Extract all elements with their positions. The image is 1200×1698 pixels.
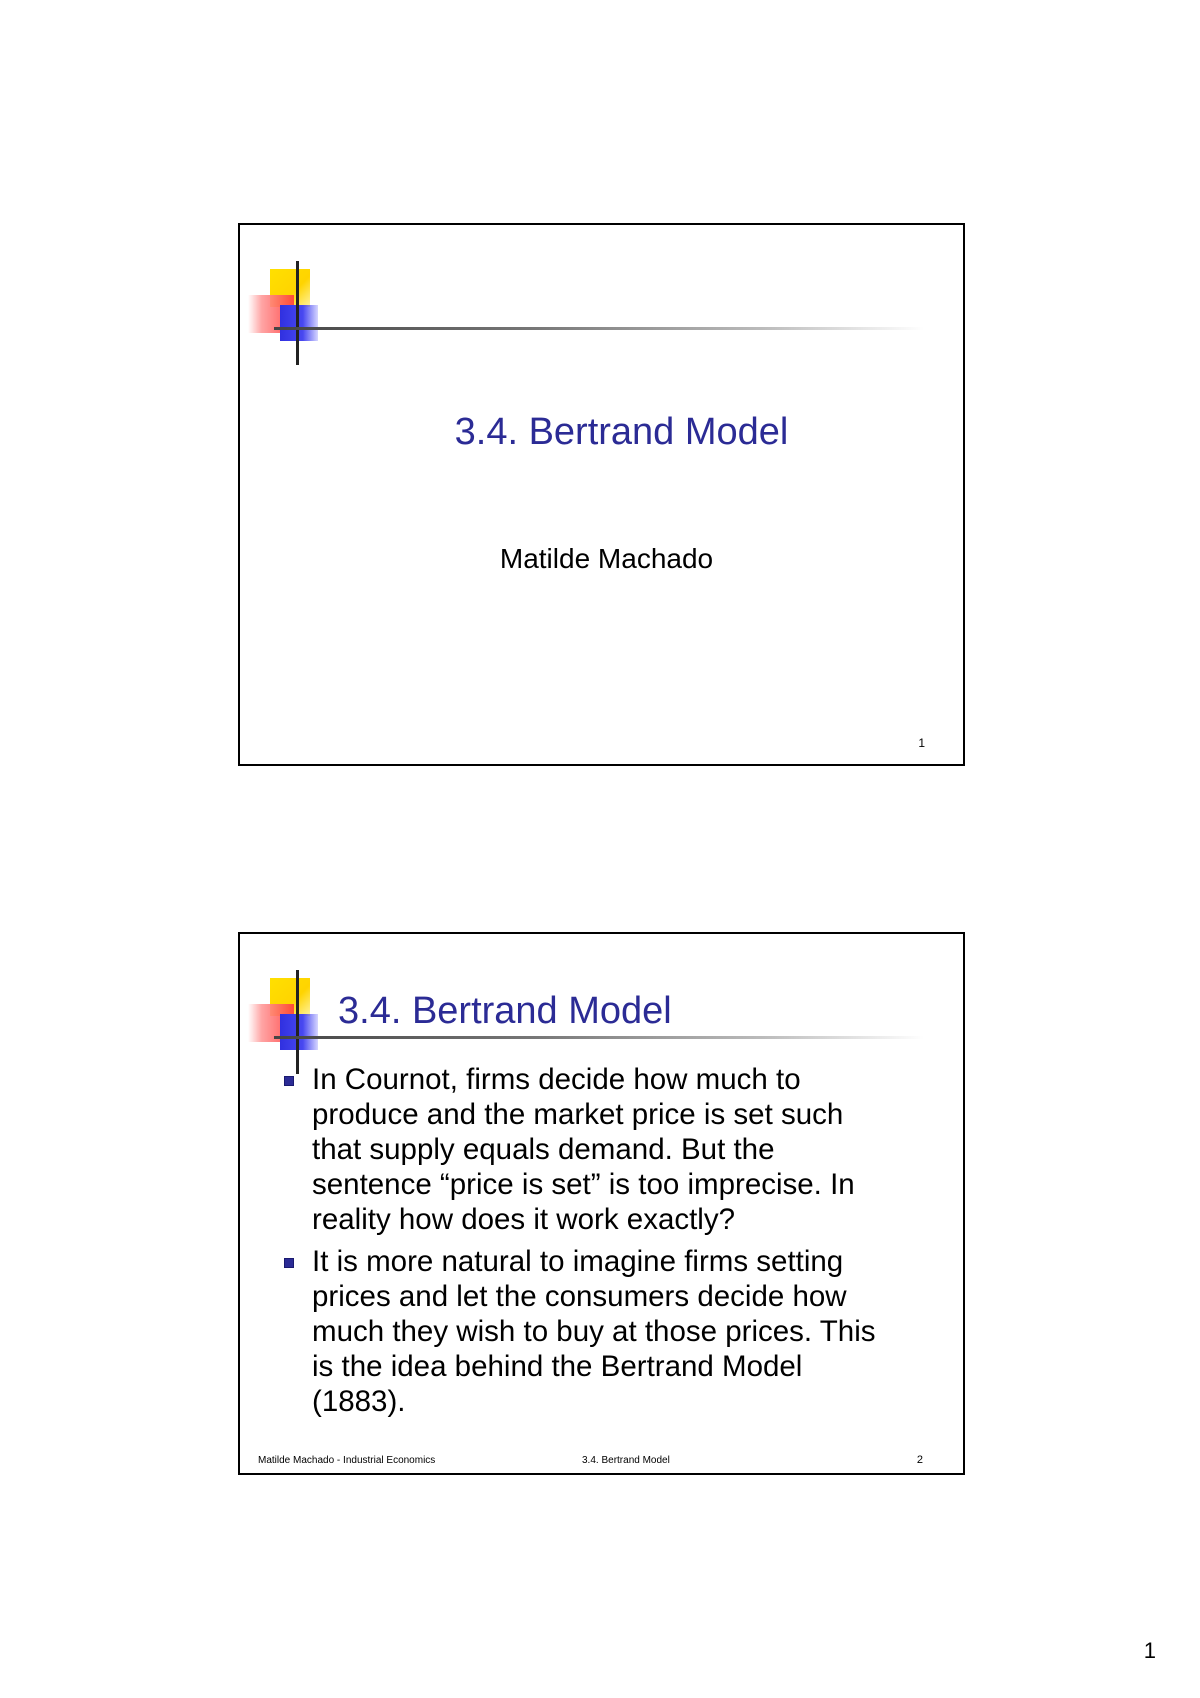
bullet-line: is the idea behind the Bertrand Model [312, 1350, 803, 1383]
title-divider-line [274, 327, 924, 330]
slide-2-number: 2 [916, 1454, 923, 1466]
slide-2-title: 3.4. Bertrand Model [338, 990, 672, 1032]
logo-blue-square [280, 1014, 318, 1050]
bullet-line: It is more natural to imagine firms setting [312, 1245, 844, 1278]
logo-vertical-line [296, 261, 299, 365]
slide-1-author: Matilde Machado [499, 543, 714, 574]
slide-1-number: 1 [918, 736, 925, 750]
slide-footer-author: Matilde Machado - Industrial Economics [258, 1455, 436, 1466]
bullet-item [282, 1062, 855, 1237]
slide-1-title: 3.4. Bertrand Model [454, 411, 789, 453]
logo-vertical-line [296, 970, 299, 1074]
bullet-item [282, 1244, 876, 1419]
logo-blue-square [280, 305, 318, 341]
bullet-line: produce and the market price is set such [312, 1098, 844, 1131]
square-bullet-icon [284, 1076, 294, 1086]
square-bullet-icon [284, 1258, 294, 1268]
slide-footer-title: 3.4. Bertrand Model [582, 1455, 670, 1466]
bullet-line: sentence “price is set” is too imprecise. In [312, 1168, 855, 1201]
page-number: 1 [1143, 1638, 1156, 1663]
slide-1 [238, 223, 965, 766]
bullet-line: much they wish to buy at those prices. This [312, 1315, 876, 1348]
slide-2 [238, 932, 965, 1475]
bullet-line: that supply equals demand. But the [312, 1133, 775, 1166]
bullet-line: In Cournot, firms decide how much to [312, 1063, 801, 1096]
title-divider-line [274, 1036, 924, 1039]
bullet-line: (1883). [312, 1385, 406, 1418]
bullet-line: prices and let the consumers decide how [312, 1280, 847, 1313]
bullet-line: reality how does it work exactly? [312, 1203, 736, 1236]
